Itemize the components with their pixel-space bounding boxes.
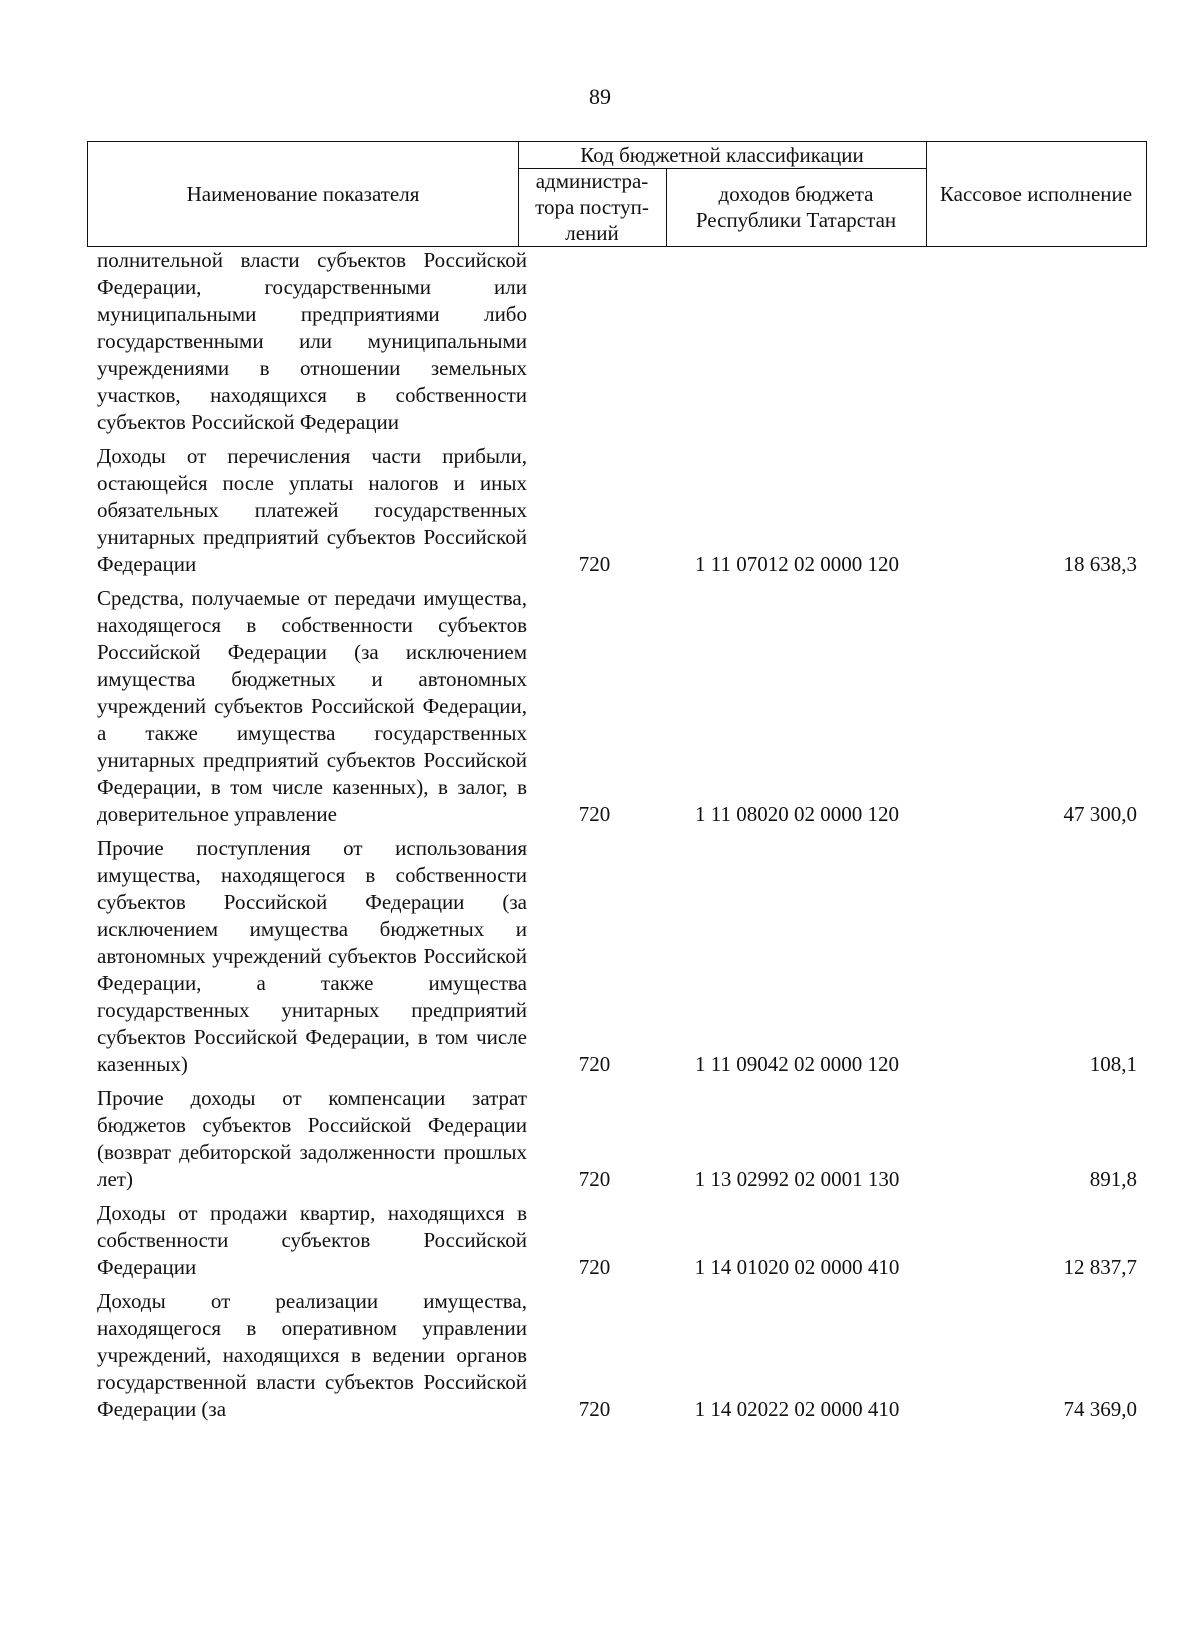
row-name: Доходы от перечисления части прибыли, остающейся после уплаты налогов и иных обязательных платежей государственных унитарных предприятий субъектов Российской Федерации [97,444,527,576]
row-admin: 720 [578,1397,611,1421]
table-row [87,585,1147,828]
table-row [87,247,1147,436]
row-admin: 720 [578,1052,611,1076]
table-row [87,1200,1147,1281]
header-name: Наименование показателя [186,182,420,206]
table-row [87,443,1147,578]
row-admin: 720 [578,1167,611,1191]
row-code: 1 11 09042 02 0000 120 [695,1052,899,1076]
row-amount: 12 837,7 [1063,1255,1137,1279]
row-name: Прочие доходы от компенсации затрат бюджетов субъектов Российской Федерации (возврат дебиторской задолженности прошлых лет) [97,1086,527,1191]
header-admin: администра-тора поступ-лений [535,169,649,245]
row-amount: 47 300,0 [1063,802,1137,826]
table-row [87,1288,1147,1423]
row-admin: 720 [578,1255,611,1279]
row-code: 1 11 07012 02 0000 120 [695,552,899,576]
row-code: 1 14 02022 02 0000 410 [694,1397,900,1421]
table-row [87,835,1147,1078]
page-number: 89 [589,84,611,109]
row-amount: 891,8 [1089,1167,1137,1191]
row-code: 1 11 08020 02 0000 120 [695,802,899,826]
row-name: Средства, получаемые от передачи имущества, находящегося в собственности субъектов Российской Федерации (за исключением имущества бюджетных и автономных учреждений субъектов Российской Федерации, а также имущества государственных унитарных предприятий субъектов Российской Федерации, в том числе казенных), в залог, в доверительное управление [97,586,527,826]
row-amount: 18 638,3 [1063,552,1137,576]
row-name: Доходы от реализации имущества, находящегося в оперативном управлении учреждений, находящихся в ведении органов государственной власти субъектов Российской Федерации (за [97,1289,527,1421]
header-revenue-code: доходов бюджета Республики Татарстан [695,182,897,232]
row-name: Доходы от продажи квартир, находящихся в собственности субъектов Российской Федерации [97,1201,527,1279]
row-amount: 108,1 [1089,1052,1137,1076]
row-name: полнительной власти субъектов Российской Федерации, государственными или муниципальными предприятиями либо государственными или муниципальными учреждениями в отношении земельных участков, находящихся в собственности субъектов Российской Федерации [97,248,527,434]
table-row [87,1085,1147,1193]
row-code: 1 13 02992 02 0001 130 [694,1167,900,1191]
row-admin: 720 [578,552,611,576]
table-header [87,141,1147,247]
row-admin: 720 [578,802,611,826]
row-name: Прочие поступления от использования имущества, находящегося в собственности субъектов Российской Федерации (за исключением имущества бюджетных и автономных учреждений субъектов Российской Федерации, а также имущества государственных унитарных предприятий субъектов Российской Федерации, в том числе казенных) [97,836,527,1076]
table-body [87,247,1147,1430]
header-execution: Кассовое исполнение [939,182,1133,206]
row-amount: 74 369,0 [1063,1397,1137,1421]
header-code-group: Код бюджетной классификации [580,143,864,167]
row-code: 1 14 01020 02 0000 410 [694,1255,900,1279]
